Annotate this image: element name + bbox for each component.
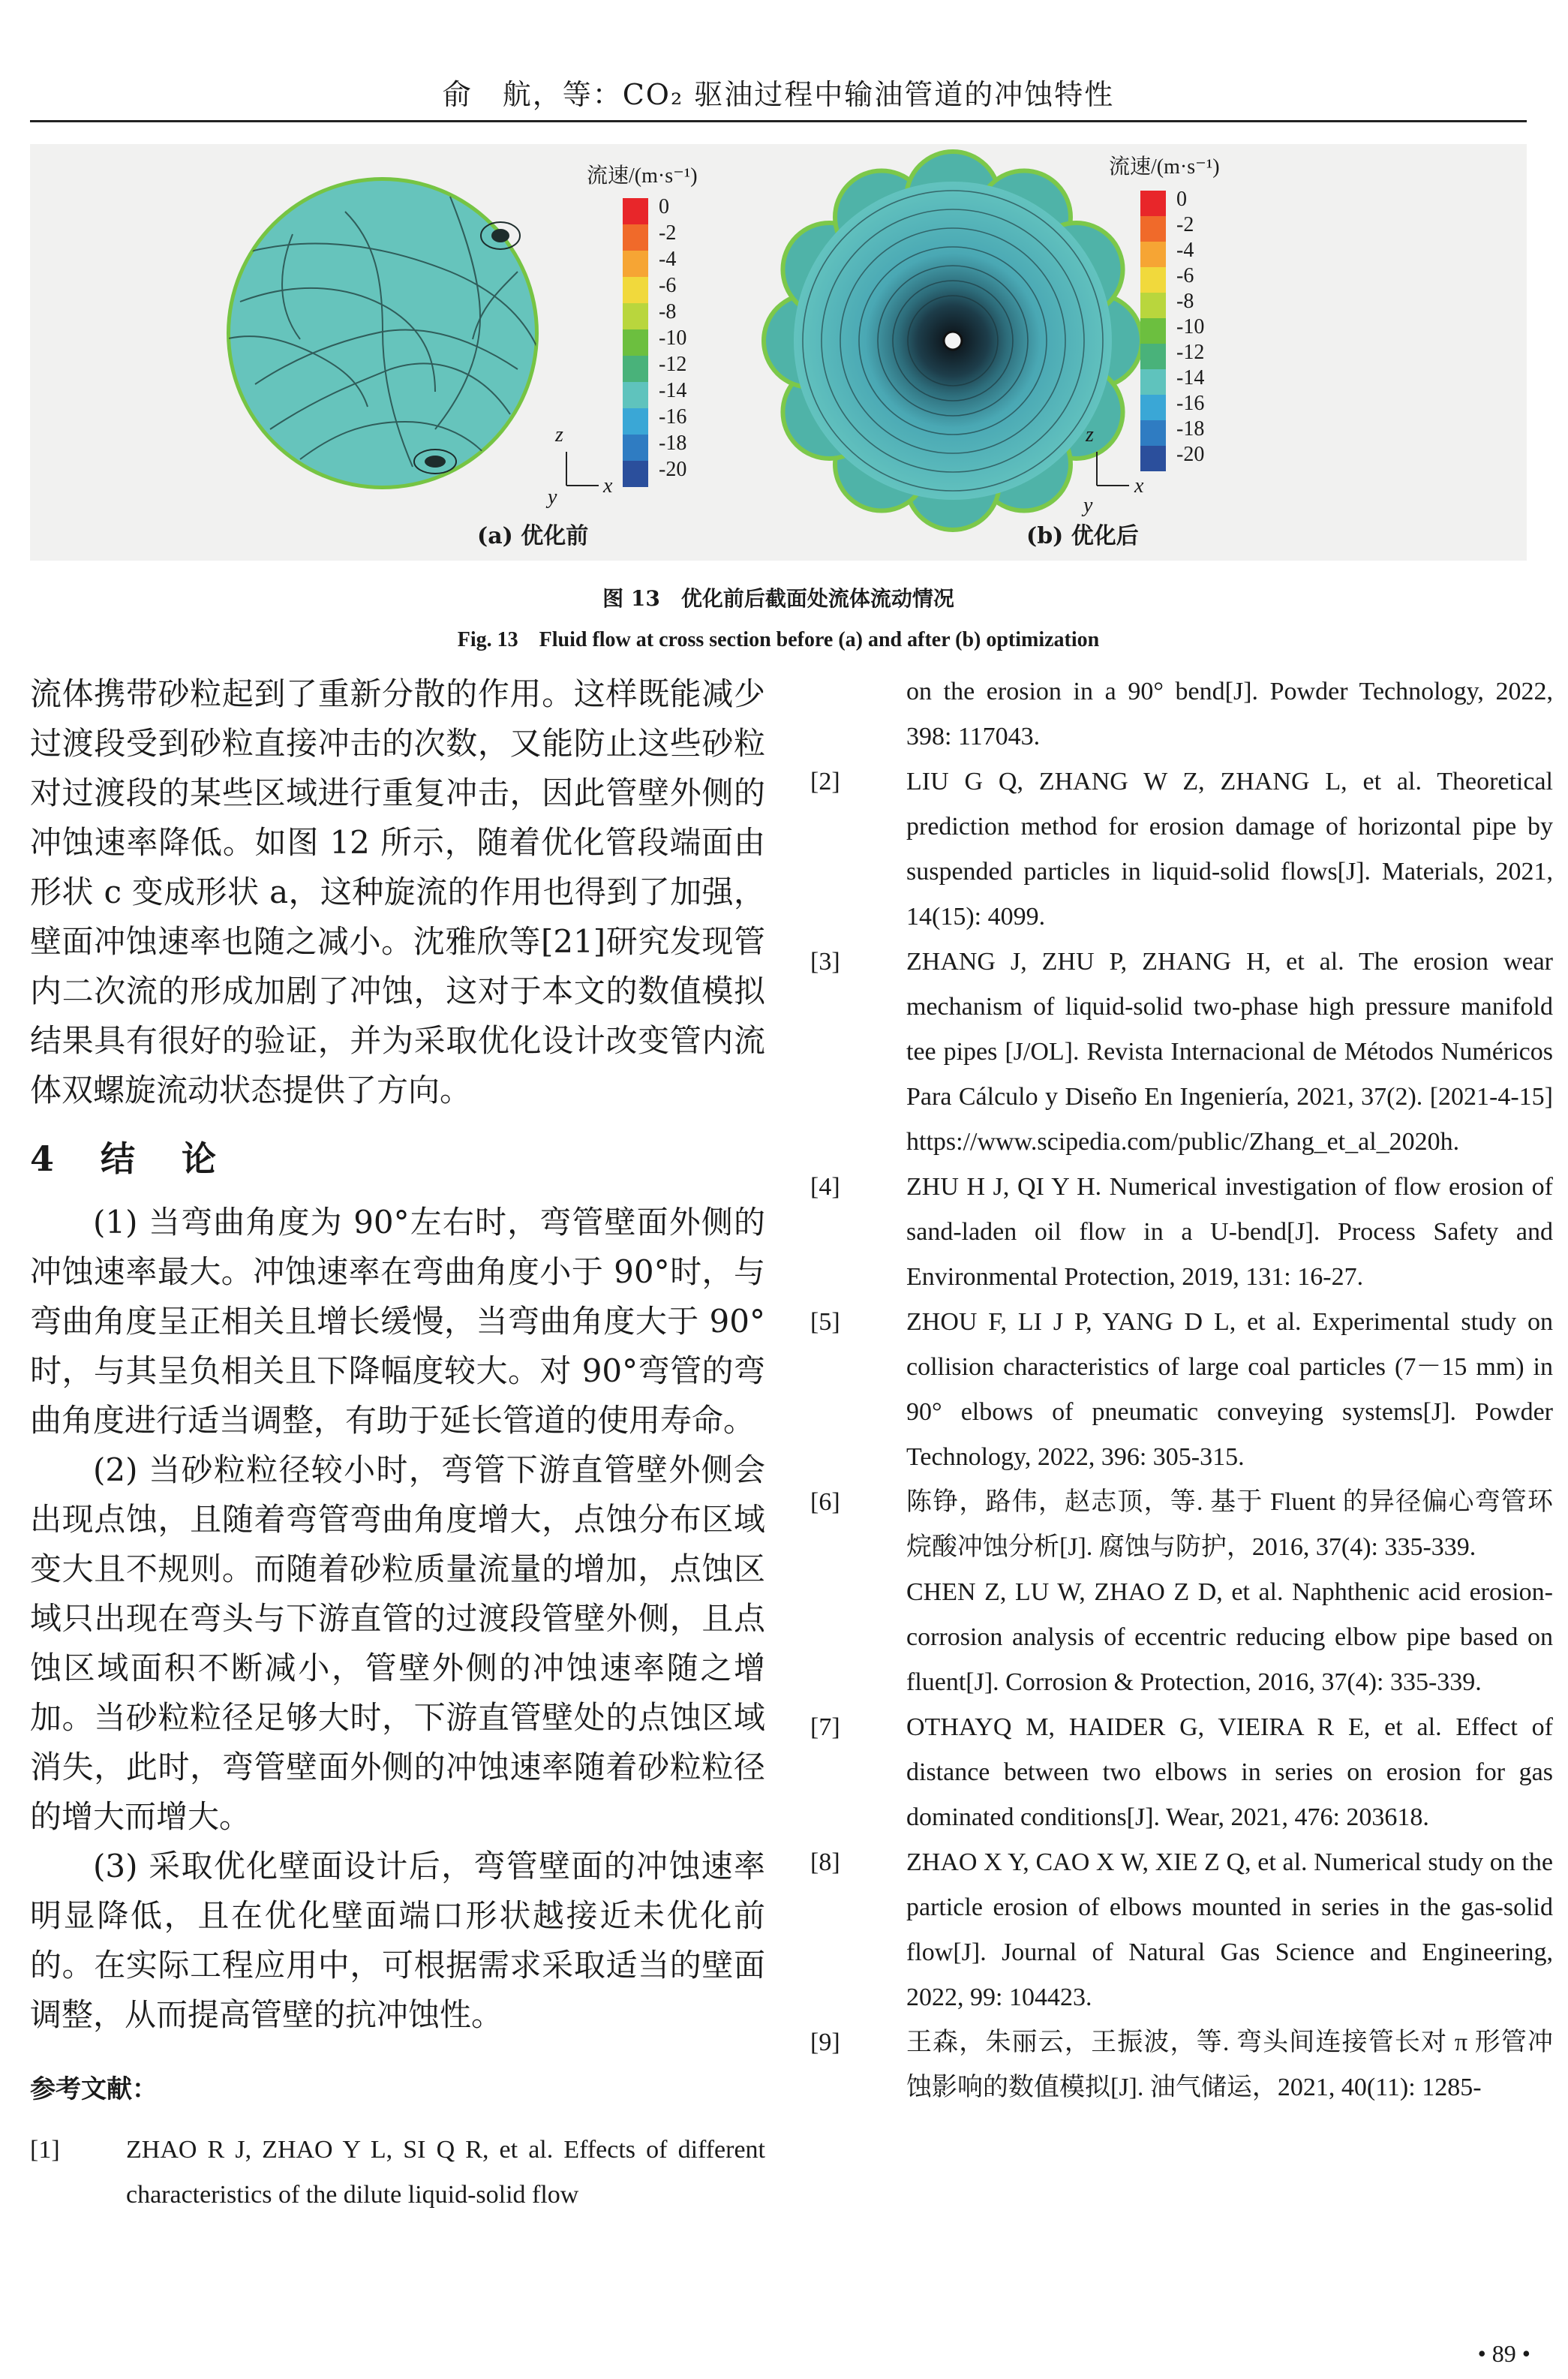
reference-number: [2] xyxy=(810,768,840,796)
colorbar-swatch xyxy=(1140,293,1166,318)
colorbar-tick-label: -14 xyxy=(659,379,687,402)
references-heading: 参考文献： xyxy=(30,2074,158,2104)
colorbar-swatch xyxy=(1140,369,1166,395)
colorbar-tick-label: -18 xyxy=(659,432,687,455)
colorbar-tick-label: -4 xyxy=(1176,239,1194,262)
reference-number: [5] xyxy=(810,1308,840,1336)
axis-a-y: y xyxy=(548,486,557,509)
reference-text: ZHAO X Y, CAO X W, XIE Z Q, et al. Numerical study on the particle erosion of elbows mounted in series in the gas-solid flow[J]. Journal of Natural Gas Science and Engineering, 2022, 99: 104423. xyxy=(906,1848,1553,2011)
colorbar-swatch xyxy=(1140,216,1166,242)
reference-text: on the erosion in a 90° bend[J]. Powder Technology, 2022, 398: 117043. xyxy=(906,678,1553,750)
reference-text: OTHAYQ M, HAIDER G, VIEIRA R E, et al. Effect of distance between two elbows in series on erosion for gas dominated conditions[J]. Wear, 2021, 476: 203618. xyxy=(906,1713,1553,1831)
colorbar-tick-label: -14 xyxy=(1176,366,1205,389)
axis-b-y: y xyxy=(1083,494,1093,517)
reference-5 xyxy=(810,1300,1553,1480)
colorbar-swatch xyxy=(623,303,648,329)
panel-a-colorbar xyxy=(623,198,648,487)
figure-caption-en: Fig. 13 Fluid flow at cross section before (a) and after (b) optimization xyxy=(457,628,1100,651)
legend-a-title: 流速/(m·s⁻¹) xyxy=(587,164,698,188)
reference-text: 王森，朱丽云，王振波，等. 弯头间连接管长对 π 形管冲蚀影响的数值模拟[J]. 油气储运，2021, 40(11): 1285- xyxy=(906,2029,1553,2101)
conclusion-3: (3) 采取优化壁面设计后，弯管壁面的冲蚀速率明显降低，且在优化壁面端口形状越接近未优化前的。在实际工程应用中，可根据需求采取适当的壁面调整，从而提高管壁的抗冲蚀性。 xyxy=(30,1848,765,2033)
axis-b-x: x xyxy=(1134,474,1144,498)
panel-a-axes xyxy=(566,452,599,486)
reference-8 xyxy=(810,1840,1553,2020)
subcaption-a: (a) 优化前 xyxy=(477,523,589,549)
colorbar-tick-label: -8 xyxy=(1176,290,1194,313)
axis-a-x: x xyxy=(603,474,613,498)
running-head: 俞 航，等：CO₂ 驱油过程中输油管道的冲蚀特性 xyxy=(442,78,1115,111)
colorbar-tick-label: -20 xyxy=(1176,443,1205,466)
colorbar-swatch xyxy=(623,382,648,408)
reference-1 xyxy=(30,2128,765,2218)
panel-b-colorbar xyxy=(1140,191,1166,471)
colorbar-swatch xyxy=(1140,420,1166,446)
reference-4 xyxy=(810,1165,1553,1300)
reference-text: ZHAO R J, ZHAO Y L, SI Q R, et al. Effects of different characteristics of the dilute liquid-solid flow xyxy=(126,2136,765,2209)
colorbar-tick-label: -12 xyxy=(1176,341,1205,364)
reference-9 xyxy=(810,2020,1553,2110)
left-column xyxy=(30,669,765,2218)
panel-b-plot xyxy=(764,152,1142,530)
colorbar-tick-label: -16 xyxy=(659,405,687,429)
reference-number: [3] xyxy=(810,948,840,976)
reference-number: [9] xyxy=(810,2029,840,2056)
reference-2 xyxy=(810,759,1553,940)
figure-13-graphic xyxy=(30,144,1527,561)
reference-text: LIU G Q, ZHANG W Z, ZHANG L, et al. Theoretical prediction method for erosion damage of horizontal pipe by suspended particles in liquid-solid flows[J]. Materials, 2021, 14(15): 4099. xyxy=(906,768,1553,931)
colorbar-tick-label: -16 xyxy=(1176,392,1205,415)
colorbar-swatch xyxy=(623,408,648,435)
reference-1-continued xyxy=(810,669,1553,759)
section-heading-conclusions: 4 结 论 xyxy=(30,1138,223,1179)
conclusion-1: (1) 当弯曲角度为 90°左右时，弯管壁面外侧的冲蚀速率最大。冲蚀速率在弯曲角度小于 90°时，与弯曲角度呈正相关且增长缓慢，当弯曲角度大于 90°时，与其呈负相关且下降幅度较大。对 90°弯管的弯曲角度进行适当调整，有助于延长管道的使用寿命。 xyxy=(30,1204,765,1439)
colorbar-tick-label: -20 xyxy=(659,458,687,481)
right-column xyxy=(810,669,1553,2110)
colorbar-tick-label: -6 xyxy=(1176,264,1194,287)
colorbar-tick-label: -6 xyxy=(659,274,677,297)
panel-b-axes xyxy=(1097,452,1129,486)
reference-number: [4] xyxy=(810,1173,840,1201)
colorbar-tick-label: -2 xyxy=(659,221,677,245)
legend-b-title: 流速/(m·s⁻¹) xyxy=(1109,155,1220,179)
axis-b-z: z xyxy=(1086,423,1094,447)
panel-a-plot xyxy=(225,177,540,489)
colorbar-swatch xyxy=(623,329,648,356)
colorbar-swatch xyxy=(1140,318,1166,344)
subcaption-b: (b) 优化后 xyxy=(1026,523,1139,549)
conclusion-2: (2) 当砂粒粒径较小时，弯管下游直管壁外侧会出现点蚀，且随着弯管弯曲角度增大，点蚀分布区域变大且不规则。而随着砂粒质量流量的增加，点蚀区域只出现在弯头与下游直管的过渡段管壁外侧，且点蚀区域面积不断减小，管壁外侧的冲蚀速率随之增加。当砂粒粒径足够大时，下游直管壁处的点蚀区域消失，此时，弯管壁面外侧的冲蚀速率随着砂粒粒径的增大而增大。 xyxy=(30,1451,765,1835)
header-rule xyxy=(30,120,1527,122)
page-number: • 89 • xyxy=(1477,2340,1530,2367)
colorbar-tick-label: -10 xyxy=(659,326,687,350)
figure-caption-zh: 图 13 优化前后截面处流体流动情况 xyxy=(602,586,954,611)
colorbar-swatch xyxy=(1140,267,1166,293)
colorbar-swatch xyxy=(623,461,648,487)
colorbar-swatch xyxy=(623,435,648,461)
colorbar-tick-label: 0 xyxy=(1176,188,1187,211)
colorbar-swatch xyxy=(623,198,648,224)
reference-text: ZHU H J, QI Y H. Numerical investigation of flow erosion of sand-laden oil flow in a U-bend[J]. Process Safety and Environmental Protection, 2019, 131: 16-27. xyxy=(906,1173,1553,1291)
colorbar-swatch xyxy=(623,224,648,251)
reference-text: 陈铮，路伟，赵志顶，等. 基于 Fluent 的异径偏心弯管环烷酸冲蚀分析[J]. 腐蚀与防护，2016, 37(4): 335-339. xyxy=(906,1488,1553,1561)
reference-number: [7] xyxy=(810,1713,840,1741)
colorbar-tick-label: -18 xyxy=(1176,417,1205,441)
colorbar-swatch xyxy=(1140,446,1166,471)
colorbar-tick-label: -4 xyxy=(659,248,677,271)
colorbar-swatch xyxy=(623,356,648,382)
reference-3 xyxy=(810,940,1553,1165)
colorbar-swatch xyxy=(623,251,648,277)
colorbar-tick-label: -12 xyxy=(659,353,687,376)
reference-number: [1] xyxy=(30,2136,60,2164)
colorbar-swatch xyxy=(1140,344,1166,369)
colorbar-tick-label: -10 xyxy=(1176,315,1205,338)
colorbar-swatch xyxy=(1140,242,1166,267)
reference-6 xyxy=(810,1480,1553,1570)
paragraph-continued: 流体携带砂粒起到了重新分散的作用。这样既能减少过渡段受到砂粒直接冲击的次数，又能防止这些砂粒对过渡段的某些区域进行重复冲击，因此管壁外侧的冲蚀速率降低。如图 12 所示，随着优化管段端面由形状 c 变成形状 a，这种旋流的作用也得到了加强，壁面冲蚀速率也随之减小。沈雅欣等[21]研究发现管内二次流的形成加剧了冲蚀，这对于本文的数值模拟结果具有很好的验证，并为采取优化设计改变管内流体双螺旋流动状态提供了方向。 xyxy=(30,675,765,1108)
axis-a-z: z xyxy=(555,423,563,447)
reference-text: CHEN Z, LU W, ZHAO Z D, et al. Naphthenic acid erosion-corrosion analysis of eccentric reducing elbow pipe based on fluent[J]. Corrosion & Protection, 2016, 37(4): 335-339. xyxy=(906,1578,1553,1696)
colorbar-tick-label: -2 xyxy=(1176,213,1194,236)
reference-number: [6] xyxy=(810,1488,840,1516)
reference-text: ZHOU F, LI J P, YANG D L, et al. Experimental study on collision characteristics of large coal particles (7－15 mm) in 90° elbows of pneumatic conveying systems[J]. Powder Technology, 2022, 396: 305-315. xyxy=(906,1308,1553,1471)
reference-6-english xyxy=(810,1570,1553,1705)
colorbar-swatch xyxy=(1140,191,1166,216)
reference-text: ZHANG J, ZHU P, ZHANG H, et al. The erosion wear mechanism of liquid-solid two-phase high pressure manifold tee pipes [J/OL]. Revista Internacional de Métodos Numéricos Para Cálculo y Diseño En Ingeniería, 2021, 37(2). [2021-4-15] https://www.scipedia.com/public/Zhang_et_al_2020h. xyxy=(906,948,1553,1156)
colorbar-tick-label: -8 xyxy=(659,300,677,323)
colorbar-swatch xyxy=(623,277,648,303)
colorbar-tick-label: 0 xyxy=(659,195,669,218)
colorbar-swatch xyxy=(1140,395,1166,420)
reference-7 xyxy=(810,1705,1553,1840)
reference-number: [8] xyxy=(810,1848,840,1876)
figure-13 xyxy=(30,144,1527,561)
